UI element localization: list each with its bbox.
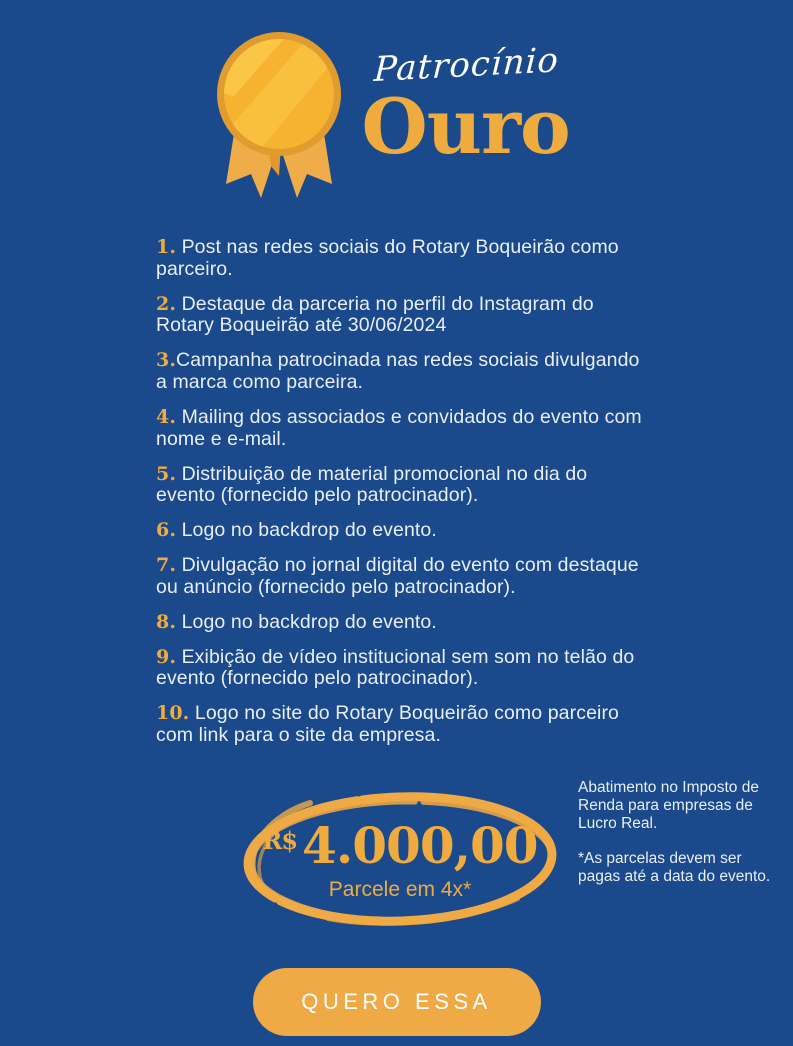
price-currency: R$	[262, 825, 298, 855]
list-item	[156, 555, 646, 599]
quero-essa-button[interactable]: QUERO ESSA	[253, 968, 541, 1036]
price-text	[232, 787, 568, 932]
list-item-number: 7.	[156, 554, 177, 577]
list-item-number: 4.	[156, 405, 177, 428]
header	[0, 0, 793, 215]
list-item	[156, 703, 646, 747]
list-item-text: Logo no site do Rotary Boqueirão como parceiro com link para o site da empresa.	[156, 702, 619, 747]
list-item	[156, 464, 646, 508]
list-item-number: 8.	[156, 610, 177, 633]
list-item-number: 6.	[156, 519, 177, 542]
list-item	[156, 647, 646, 691]
price-highlight	[232, 787, 568, 932]
list-item-number: 10.	[156, 702, 190, 725]
list-item	[156, 294, 646, 338]
cta-section	[0, 968, 793, 1036]
list-item-number: 2.	[156, 292, 177, 315]
list-item	[156, 520, 646, 542]
title-block	[360, 39, 590, 199]
list-item-text: Divulgação no jornal digital do evento com destaque ou anúncio (fornecido pelo patrocinador).	[156, 554, 639, 598]
list-item-text: Exibição de vídeo institucional sem som no telão do evento (fornecido pelo patrocinador).	[156, 645, 635, 690]
list-item-number: 9.	[156, 645, 177, 668]
benefits-list	[156, 237, 646, 747]
price-value: 4.000,00	[302, 815, 538, 875]
list-item-number: 5.	[156, 462, 177, 485]
page-title: Ouro	[361, 81, 570, 171]
list-item-text: Logo no backdrop do evento.	[181, 519, 437, 542]
price-amount	[262, 815, 538, 875]
price-section	[0, 779, 793, 944]
script-title: Patrocínio	[372, 39, 560, 90]
list-item-text: Post nas redes sociais do Rotary Boqueirão como parceiro.	[156, 236, 619, 280]
tax-note: Abatimento no Imposto de Renda para empresas de Lucro Real.	[578, 778, 759, 832]
list-item-text: Campanha patrocinada nas redes sociais divulgando a marca como parceira.	[156, 349, 640, 394]
notes-block	[578, 779, 778, 886]
installment-note: *As parcelas devem ser pagas até a data do evento.	[578, 849, 771, 885]
list-item	[156, 612, 646, 634]
list-item	[156, 407, 646, 451]
price-installment: Parcele em 4x*	[328, 877, 472, 901]
list-item-text: Distribuição de material promocional no dia do evento (fornecido pelo patrocinador).	[156, 462, 588, 507]
list-item	[156, 350, 646, 394]
gold-medal-ribbon-icon	[204, 26, 354, 211]
list-item-text: Destaque da parceria no perfil do Instagram do Rotary Boqueirão até 30/06/2024	[156, 292, 594, 337]
list-item-number: 1.	[156, 236, 177, 258]
list-item-text: Logo no backdrop do evento.	[181, 610, 437, 633]
list-item	[156, 237, 646, 281]
list-item-number: 3.	[156, 349, 177, 372]
list-item-text: Mailing dos associados e convidados do evento com nome e e-mail.	[156, 405, 642, 450]
